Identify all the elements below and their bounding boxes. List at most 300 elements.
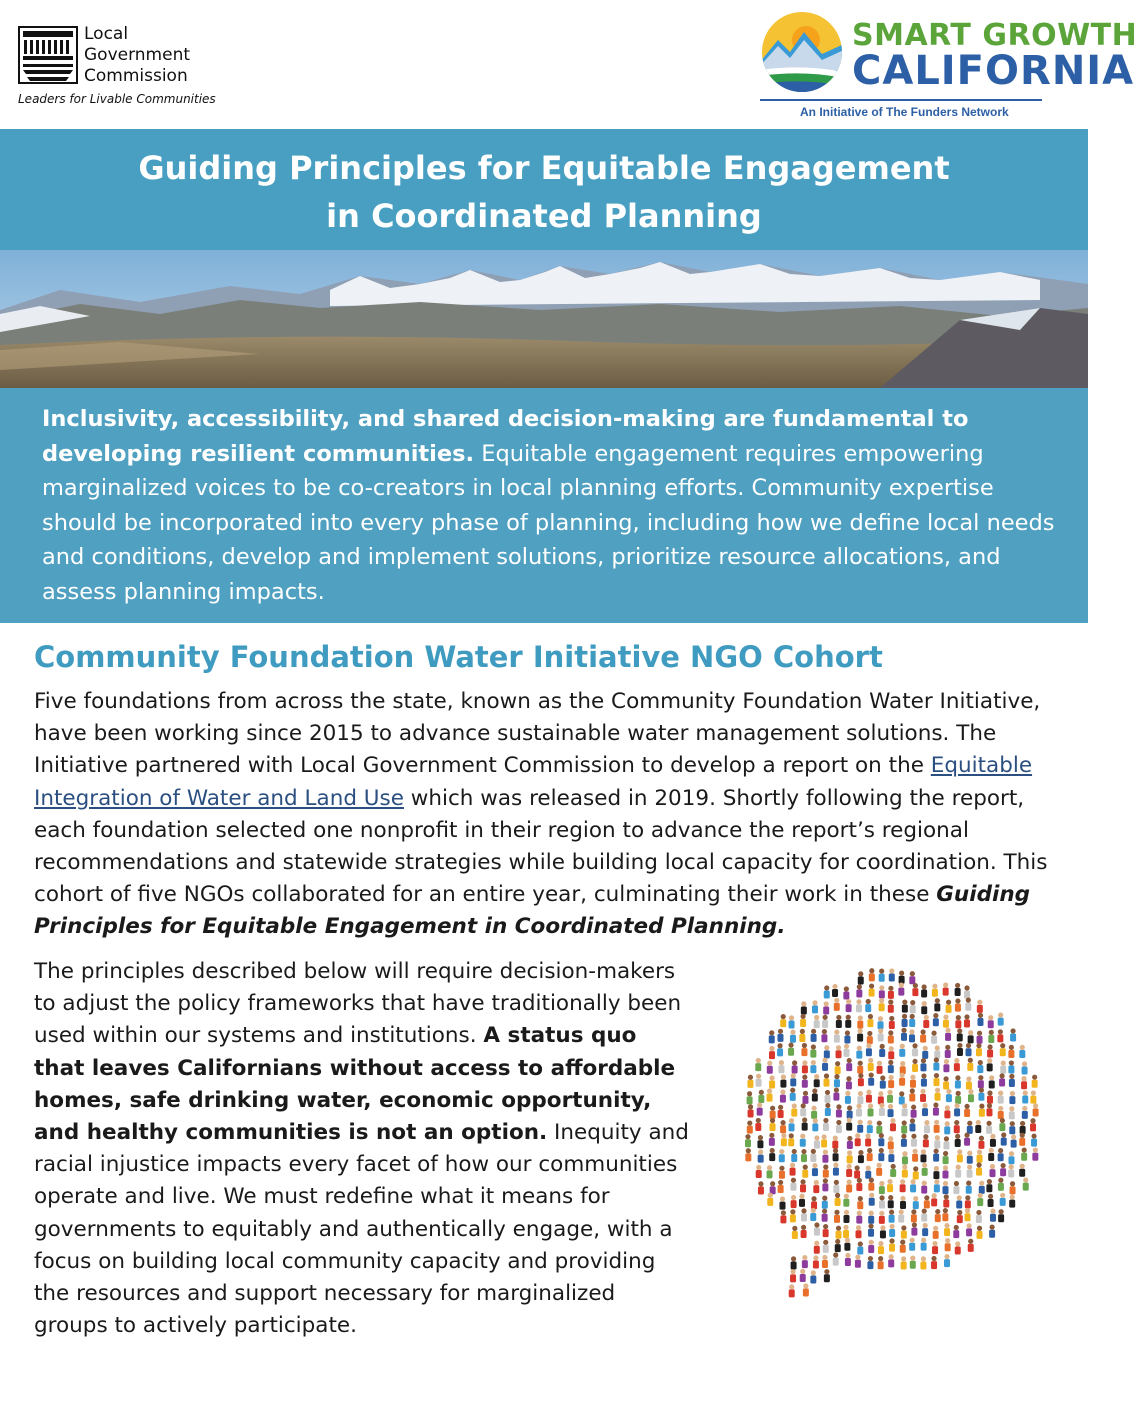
crowd-person-figure bbox=[879, 1103, 885, 1116]
crowd-person-figure bbox=[879, 1195, 885, 1208]
crowd-person-figure bbox=[965, 998, 971, 1011]
crowd-person-figure bbox=[800, 1014, 806, 1027]
crowd-person-figure bbox=[802, 1091, 808, 1104]
crowd-person-figure bbox=[944, 1223, 950, 1236]
crowd-person-figure bbox=[944, 1121, 950, 1134]
crowd-person-figure bbox=[802, 1075, 808, 1088]
crowd-person-figure bbox=[921, 1208, 927, 1221]
mountain-landscape-photo bbox=[0, 250, 1088, 388]
crowd-person-figure bbox=[935, 1088, 941, 1101]
crowd-person-figure bbox=[824, 1045, 830, 1058]
crowd-person-figure bbox=[1000, 1043, 1006, 1056]
crowd-person-figure bbox=[821, 1134, 827, 1147]
intro-paragraph bbox=[42, 402, 1072, 609]
crowd-person-figure bbox=[978, 1136, 984, 1149]
crowd-person-figure bbox=[979, 1104, 985, 1117]
crowd-person-figure bbox=[767, 1061, 773, 1074]
crowd-person-figure bbox=[975, 1120, 981, 1133]
crowd-person-figure bbox=[955, 998, 961, 1011]
crowd-person-figure bbox=[878, 1028, 884, 1041]
crowd-person-figure bbox=[790, 1030, 796, 1043]
crowd-person-figure bbox=[865, 1166, 871, 1179]
crowd-person-figure bbox=[876, 1121, 882, 1134]
crowd-person-figure bbox=[887, 1090, 893, 1103]
crowd-person-figure bbox=[802, 1060, 808, 1073]
crowd-person-figure bbox=[810, 1208, 816, 1221]
crowd-person-figure bbox=[780, 1089, 786, 1102]
crowd-person-figure bbox=[810, 1060, 816, 1073]
crowd-person-figure bbox=[823, 1073, 829, 1086]
crowd-person-figure bbox=[854, 1165, 860, 1178]
crowd-person-figure bbox=[858, 971, 864, 984]
crowd-person-figure bbox=[990, 1134, 996, 1147]
crowd-person-figure bbox=[954, 1058, 960, 1071]
crowd-person-figure bbox=[790, 1269, 796, 1282]
crowd-person-figure bbox=[878, 1133, 884, 1146]
crowd-person-figure bbox=[790, 1073, 796, 1086]
intro-body: Equitable engagement requires empowering marginalized voices to be co-creators in local planning efforts. Community expertise should be incorporated into every phase of planning, including how we define local needs and conditions, develop and implement solutions, prioritize resource allocations, and assess planning impacts. bbox=[42, 440, 1055, 605]
crowd-person-figure bbox=[889, 1016, 895, 1029]
crowd-person-figure bbox=[967, 1165, 973, 1178]
crowd-person-figure bbox=[843, 1194, 849, 1207]
crowd-person-figure bbox=[745, 1148, 751, 1161]
crowd-person-figure bbox=[911, 1105, 917, 1118]
crowd-person-figure bbox=[878, 1016, 884, 1029]
crowd-person-figure bbox=[880, 1225, 886, 1238]
principles-title-emphasis: Guiding Principles for Equitable Engagement in Coordinated Planning. bbox=[34, 882, 1031, 940]
paragraph-text: Five foundations from across the state, known as the Community Foundation Water Initiative, have been working since 2015 to advance sustainable water management solutions. The Initiative partnered with Local Government Commission to develop a report on the bbox=[34, 689, 1041, 779]
crowd-person-figure bbox=[964, 985, 970, 998]
crowd-person-figure bbox=[988, 1194, 994, 1207]
crowd-person-figure bbox=[811, 1106, 817, 1119]
crowd-person-figure bbox=[780, 1210, 786, 1223]
crowd-person-figure bbox=[1009, 1074, 1015, 1087]
crowd-person-figure bbox=[924, 1120, 930, 1133]
crowd-person-figure bbox=[901, 1134, 907, 1147]
crowd-person-figure bbox=[877, 1061, 883, 1074]
crowd-person-figure bbox=[844, 1044, 850, 1057]
crowd-person-figure bbox=[901, 1120, 907, 1133]
crowd-person-figure bbox=[998, 1148, 1004, 1161]
crowd-person-figure bbox=[801, 1043, 807, 1056]
crowd-person-figure bbox=[899, 1091, 905, 1104]
crowd-person-figure bbox=[977, 1226, 983, 1239]
crowd-person-figure bbox=[1008, 1060, 1014, 1073]
crowd-person-figure bbox=[956, 1195, 962, 1208]
crowd-person-figure bbox=[920, 1149, 926, 1162]
crowd-person-figure bbox=[901, 1028, 907, 1041]
crowd-person-figure bbox=[966, 1223, 972, 1236]
crowd-person-figure bbox=[922, 1046, 928, 1059]
crowd-person-figure bbox=[888, 1104, 894, 1117]
crowd-person-figure bbox=[791, 1149, 797, 1162]
crowd-person-figure bbox=[1030, 1118, 1036, 1131]
crowd-person-figure bbox=[943, 1194, 949, 1207]
crowd-person-figure bbox=[889, 968, 895, 981]
crowd-person-figure bbox=[977, 1000, 983, 1013]
crowd-person-figure bbox=[868, 1072, 874, 1085]
crowd-person-figure bbox=[943, 1076, 949, 1089]
crowd-person-figure bbox=[814, 1135, 820, 1148]
crowd-person-figure bbox=[825, 1103, 831, 1116]
crowd-person-figure bbox=[900, 1179, 906, 1192]
crowd-person-figure bbox=[790, 1178, 796, 1191]
crowd-person-figure bbox=[923, 1015, 929, 1028]
body-paragraph bbox=[34, 956, 694, 1342]
lgc-name-line: Local bbox=[84, 24, 129, 44]
crowd-person-figure bbox=[846, 1058, 852, 1071]
crowd-person-figure bbox=[931, 1193, 937, 1206]
crowd-person-figure bbox=[911, 1222, 917, 1235]
crowd-person-figure bbox=[998, 1090, 1004, 1103]
crowd-person-figure bbox=[902, 1151, 908, 1164]
crowd-person-figure bbox=[856, 1225, 862, 1238]
lgc-tagline: Leaders for Livable Communities bbox=[18, 92, 216, 106]
crowd-person-figure bbox=[769, 1030, 775, 1043]
crowd-person-figure bbox=[933, 1073, 939, 1086]
crowd-person-figure bbox=[966, 1076, 972, 1089]
crowd-person-figure bbox=[1020, 1121, 1026, 1134]
crowd-person-figure bbox=[802, 1165, 808, 1178]
crowd-person-figure bbox=[920, 1256, 926, 1269]
crowd-person-figure bbox=[934, 1179, 940, 1192]
crowd-person-figure bbox=[932, 1241, 938, 1254]
crowd-person-figure bbox=[836, 1120, 842, 1133]
crowd-person-figure bbox=[821, 1029, 827, 1042]
crowd-person-figure bbox=[878, 1241, 884, 1254]
crowd-person-figure bbox=[902, 1103, 908, 1116]
title-banner bbox=[0, 129, 1088, 250]
crowd-person-figure bbox=[823, 1001, 829, 1014]
crowd-person-figure bbox=[780, 1120, 786, 1133]
crowd-person-figure bbox=[755, 1118, 761, 1131]
crowd-person-figure bbox=[847, 1105, 853, 1118]
crowd-person-figure bbox=[945, 1238, 951, 1251]
crowd-person-figure bbox=[957, 1028, 963, 1041]
crowd-person-figure bbox=[878, 1256, 884, 1269]
crowd-person-figure bbox=[801, 1001, 807, 1014]
crowd-person-figure bbox=[868, 1224, 874, 1237]
crowd-person-figure bbox=[989, 1075, 995, 1088]
crowd-person-figure bbox=[822, 1015, 828, 1028]
crowd-person-figure bbox=[758, 1181, 764, 1194]
section-heading: Community Foundation Water Initiative NGO Cohort bbox=[34, 640, 883, 674]
crowd-person-figure bbox=[934, 1045, 940, 1058]
crowd-speech-bubble-illustration bbox=[728, 958, 1058, 1313]
paragraph-text: The principles described below will require decision-makers to adjust the policy frameworks that have traditionally been used within our systems and institutions. bbox=[34, 959, 682, 1049]
crowd-person-figure bbox=[942, 1181, 948, 1194]
crowd-person-figure bbox=[964, 1014, 970, 1027]
crowd-person-figure bbox=[745, 1134, 751, 1147]
crowd-person-figure bbox=[955, 983, 961, 996]
crowd-person-figure bbox=[946, 1089, 952, 1102]
crowd-person-figure bbox=[987, 1090, 993, 1103]
crowd-person-figure bbox=[1032, 1148, 1038, 1161]
intro-bold-lead: Inclusivity, accessibility, and shared decision-making are fundamental to developing resilient communities. bbox=[42, 406, 969, 467]
crowd-person-figure bbox=[1022, 1090, 1028, 1103]
crowd-person-figure bbox=[990, 1209, 996, 1222]
crowd-person-figure bbox=[788, 1042, 794, 1055]
crowd-person-figure bbox=[953, 1181, 959, 1194]
crowd-person-figure bbox=[1008, 1151, 1014, 1164]
crowd-person-figure bbox=[945, 1045, 951, 1058]
crowd-person-figure bbox=[857, 1241, 863, 1254]
crowd-person-figure bbox=[834, 998, 840, 1011]
crowd-person-figure bbox=[836, 1104, 842, 1117]
crowd-person-figure bbox=[822, 1178, 828, 1191]
crowd-person-figure bbox=[778, 1105, 784, 1118]
crowd-person-figure bbox=[912, 1149, 918, 1162]
crowd-person-figure bbox=[986, 1103, 992, 1116]
crowd-person-figure bbox=[789, 1015, 795, 1028]
crowd-person-figure bbox=[790, 1088, 796, 1101]
crowd-person-figure bbox=[890, 1118, 896, 1131]
page-title-line: in Coordinated Planning bbox=[326, 197, 762, 235]
crowd-person-figure bbox=[978, 1075, 984, 1088]
crowd-person-figure bbox=[834, 1210, 840, 1223]
crowd-person-figure bbox=[955, 1241, 961, 1254]
crowd-person-figure bbox=[789, 1284, 795, 1297]
crowd-person-figure bbox=[1033, 1103, 1039, 1116]
crowd-person-figure bbox=[856, 1045, 862, 1058]
crowd-person-figure bbox=[888, 1136, 894, 1149]
crowd-person-figure bbox=[879, 998, 885, 1011]
crowd-person-figure bbox=[780, 1014, 786, 1027]
crowd-person-figure bbox=[824, 1269, 830, 1282]
crowd-person-figure bbox=[823, 1224, 829, 1237]
crowd-person-figure bbox=[909, 1088, 915, 1101]
crowd-person-figure bbox=[900, 1061, 906, 1074]
crowd-person-figure bbox=[911, 1134, 917, 1147]
lgc-name bbox=[84, 24, 190, 87]
crowd-person-figure bbox=[868, 1103, 874, 1116]
crowd-person-figure bbox=[902, 1014, 908, 1027]
crowd-person-figure bbox=[999, 1118, 1005, 1131]
crowd-person-figure bbox=[955, 1075, 961, 1088]
crowd-person-figure bbox=[845, 1015, 851, 1028]
crowd-person-figure bbox=[879, 969, 885, 982]
crowd-person-figure bbox=[792, 1226, 798, 1239]
crowd-person-figure bbox=[770, 1181, 776, 1194]
crowd-person-figure bbox=[1032, 1075, 1038, 1088]
sgc-wordmark-line1: SMART GROWTH bbox=[852, 18, 1137, 53]
crowd-person-figure bbox=[790, 1209, 796, 1222]
crowd-person-figure bbox=[780, 1074, 786, 1087]
crowd-person-figure bbox=[844, 1237, 850, 1250]
crowd-person-figure bbox=[858, 1073, 864, 1086]
crowd-person-figure bbox=[986, 1179, 992, 1192]
crowd-person-figure bbox=[889, 1210, 895, 1223]
crowd-person-figure bbox=[879, 985, 885, 998]
crowd-person-figure bbox=[1019, 1164, 1025, 1177]
crowd-person-figure bbox=[901, 1225, 907, 1238]
crowd-person-figure bbox=[801, 1208, 807, 1221]
crowd-person-figure bbox=[998, 1209, 1004, 1222]
crowd-person-figure bbox=[823, 1118, 829, 1131]
crowd-person-figure bbox=[934, 1135, 940, 1148]
crowd-person-figure bbox=[758, 1090, 764, 1103]
crowd-person-figure bbox=[770, 1106, 776, 1119]
crowd-person-figure bbox=[899, 970, 905, 983]
crowd-person-figure bbox=[865, 1133, 871, 1146]
crowd-person-figure bbox=[977, 1060, 983, 1073]
sgc-landscape-icon bbox=[760, 10, 844, 94]
crowd-person-figure bbox=[835, 1239, 841, 1252]
crowd-person-figure bbox=[921, 984, 927, 997]
crowd-person-figure bbox=[966, 1181, 972, 1194]
crowd-person-figure bbox=[943, 1059, 949, 1072]
sgc-logo bbox=[760, 10, 1137, 122]
crowd-person-figure bbox=[910, 1000, 916, 1013]
crowd-person-figure bbox=[888, 1046, 894, 1059]
crowd-person-figure bbox=[888, 1000, 894, 1013]
crowd-person-figure bbox=[933, 1013, 939, 1026]
crowd-person-figure bbox=[942, 1165, 948, 1178]
crowd-person-figure bbox=[868, 1210, 874, 1223]
crowd-person-figure bbox=[810, 1149, 816, 1162]
crowd-person-figure bbox=[755, 1058, 761, 1071]
lgc-building-icon bbox=[18, 26, 78, 84]
crowd-person-figure bbox=[1011, 1134, 1017, 1147]
crowd-person-figure bbox=[968, 1239, 974, 1252]
crowd-person-figure bbox=[966, 1043, 972, 1056]
crowd-person-figure bbox=[909, 1029, 915, 1042]
crowd-person-figure bbox=[822, 1196, 828, 1209]
sgc-wordmark-line2: CALIFORNIA bbox=[852, 48, 1135, 94]
crowd-person-figure bbox=[857, 1028, 863, 1041]
crowd-person-figure bbox=[803, 1283, 809, 1296]
crowd-person-figure bbox=[856, 999, 862, 1012]
crowd-person-figure bbox=[888, 1075, 894, 1088]
crowd-person-figure bbox=[800, 1269, 806, 1282]
crowd-person-figure bbox=[978, 1088, 984, 1101]
crowd-person-figure bbox=[954, 1120, 960, 1133]
crowd-person-figure bbox=[900, 1196, 906, 1209]
crowd-person-figure bbox=[811, 1029, 817, 1042]
crowd-person-figure bbox=[1010, 1028, 1016, 1041]
crowd-person-figure bbox=[800, 1134, 806, 1147]
sgc-divider bbox=[760, 99, 1042, 101]
crowd-person-figure bbox=[924, 1195, 930, 1208]
crowd-person-figure bbox=[836, 1015, 842, 1028]
crowd-person-figure bbox=[911, 1209, 917, 1222]
crowd-person-figure bbox=[888, 1254, 894, 1267]
crowd-person-figure bbox=[1021, 1147, 1027, 1160]
crowd-person-figure bbox=[810, 1270, 816, 1283]
crowd-person-figure bbox=[889, 1238, 895, 1251]
crowd-person-figure bbox=[1021, 1076, 1027, 1089]
crowd-person-figure bbox=[987, 1044, 993, 1057]
crowd-person-figure bbox=[812, 1000, 818, 1013]
crowd-person-figure bbox=[747, 1091, 753, 1104]
crowd-person-figure bbox=[857, 1015, 863, 1028]
crowd-person-figure bbox=[988, 1030, 994, 1043]
crowd-person-figure bbox=[822, 1255, 828, 1268]
crowd-person-figure bbox=[888, 1149, 894, 1162]
crowd-person-figure bbox=[965, 1208, 971, 1221]
crowd-person-figure bbox=[1031, 1133, 1037, 1146]
crowd-person-figure bbox=[931, 1256, 937, 1269]
crowd-person-figure bbox=[747, 1120, 753, 1133]
crowd-person-figure bbox=[855, 1255, 861, 1268]
crowd-person-figure bbox=[856, 1103, 862, 1116]
crowd-person-figure bbox=[868, 1240, 874, 1253]
crowd-person-figure bbox=[844, 1030, 850, 1043]
crowd-person-figure bbox=[944, 1105, 950, 1118]
crowd-person-figure bbox=[857, 1091, 863, 1104]
crowd-person-figure bbox=[946, 1000, 952, 1013]
crowd-person-figure bbox=[868, 1178, 874, 1191]
crowd-person-figure bbox=[777, 1043, 783, 1056]
crowd-person-figure bbox=[843, 1210, 849, 1223]
crowd-person-figure bbox=[802, 1255, 808, 1268]
crowd-person-figure bbox=[957, 1149, 963, 1162]
crowd-person-figure bbox=[778, 1060, 784, 1073]
crowd-person-figure bbox=[880, 1075, 886, 1088]
crowd-person-figure bbox=[791, 1256, 797, 1269]
crowd-person-figure bbox=[979, 1181, 985, 1194]
crowd-person-figure bbox=[836, 1045, 842, 1058]
crowd-person-figure bbox=[856, 1210, 862, 1223]
crowd-person-figure bbox=[932, 984, 938, 997]
crowd-person-figure bbox=[879, 1211, 885, 1224]
crowd-person-figure bbox=[943, 1151, 949, 1164]
crowd-person-figure bbox=[878, 1091, 884, 1104]
crowd-person-figure bbox=[757, 1135, 763, 1148]
crowd-person-figure bbox=[867, 1014, 873, 1027]
crowd-person-figure bbox=[909, 971, 915, 984]
lgc-name-line: Government bbox=[84, 45, 191, 65]
crowd-person-figure bbox=[832, 1135, 838, 1148]
crowd-person-figure bbox=[944, 1254, 950, 1267]
crowd-person-figure bbox=[922, 1163, 928, 1176]
crowd-person-figure bbox=[899, 1044, 905, 1057]
crowd-person-figure bbox=[833, 1087, 839, 1100]
crowd-person-figure bbox=[767, 1088, 773, 1101]
crowd-person-figure bbox=[933, 1166, 939, 1179]
crowd-person-figure bbox=[769, 1046, 775, 1059]
crowd-person-figure bbox=[833, 1180, 839, 1193]
crowd-person-figure bbox=[800, 1103, 806, 1116]
crowd-person-figure bbox=[799, 1194, 805, 1207]
crowd-person-figure bbox=[943, 982, 949, 995]
crowd-person-figure bbox=[933, 1102, 939, 1115]
crowd-person-figure bbox=[997, 1029, 1003, 1042]
crowd-person-figure bbox=[933, 1148, 939, 1161]
crowd-person-figure bbox=[770, 1118, 776, 1131]
crowd-person-figure bbox=[767, 1193, 773, 1206]
crowd-person-figure bbox=[898, 982, 904, 995]
crowd-person-figure bbox=[846, 999, 852, 1012]
crowd-person-figure bbox=[923, 1134, 929, 1147]
crowd-person-figure bbox=[812, 1088, 818, 1101]
crowd-person-figure bbox=[845, 1091, 851, 1104]
crowd-person-figure bbox=[822, 1149, 828, 1162]
crowd-person-figure bbox=[921, 1001, 927, 1014]
body-paragraph bbox=[34, 686, 1064, 944]
crowd-person-figure bbox=[814, 1241, 820, 1254]
crowd-person-figure bbox=[1008, 1164, 1014, 1177]
crowd-person-figure bbox=[811, 1196, 817, 1209]
crowd-person-figure bbox=[987, 1058, 993, 1071]
crowd-person-figure bbox=[931, 1031, 937, 1044]
crowd-person-figure bbox=[1019, 1045, 1025, 1058]
crowd-person-figure bbox=[887, 1179, 893, 1192]
crowd-person-figure bbox=[965, 1195, 971, 1208]
crowd-person-figure bbox=[790, 1162, 796, 1175]
report-link[interactable]: Equitable Integration of Water and Land Use bbox=[34, 753, 1033, 811]
crowd-person-figure bbox=[823, 1240, 829, 1253]
